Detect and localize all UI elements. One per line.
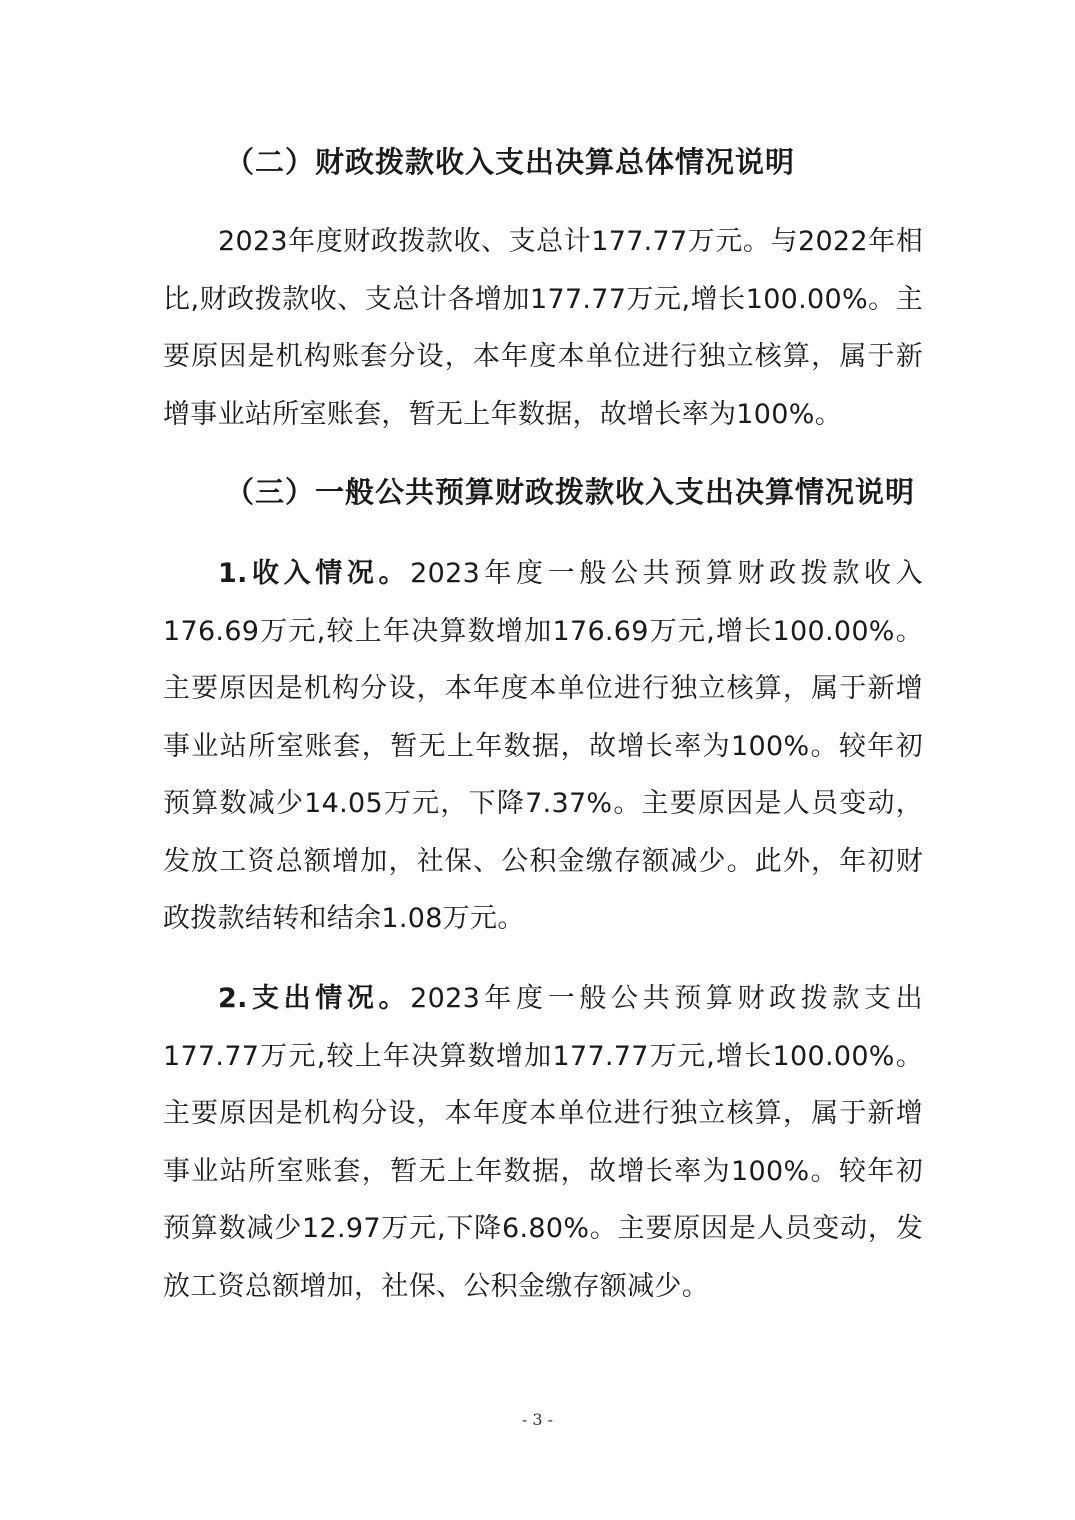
- section-2-heading: （二）财政拨款收入支出决算总体情况说明: [225, 145, 796, 179]
- income-body: 2023年度一般公共预算财政拨款收入176.69万元,较上年决算数增加176.69万元,增长100.00%。主要原因是机构分设，本年度本单位进行独立核算，属于新增事业站所室账套，暂无上年数据，故增长率为100%。较年初预算数减少14.05万元，下降7.37%。主要原因是人员变动，发放工资总额增加，社保、公积金缴存额减少。此外，年初财政拨款结转和结余1.08万元。: [163, 558, 923, 934]
- income-lead: 1.收入情况。: [218, 558, 411, 589]
- section-2-paragraph: 2023年度财政拨款收、支总计177.77万元。与2022年相比,财政拨款收、支总计各增加177.77万元,增长100.00%。主要原因是机构账套分设，本年度本单位进行独立核算，属于新增事业站所室账套，暂无上年数据，故增长率为100%。: [163, 226, 923, 430]
- section-3-heading: （三）一般公共预算财政拨款收入支出决算情况说明: [225, 475, 916, 509]
- expenditure-lead: 2.支出情况。: [218, 983, 411, 1014]
- page-number: - 3 -: [521, 1410, 554, 1429]
- income-paragraph: [163, 545, 923, 948]
- expenditure-paragraph: [163, 970, 923, 1315]
- expenditure-body: 2023年度一般公共预算财政拨款支出177.77万元,较上年决算数增加177.77万元,增长100.00%。主要原因是机构分设，本年度本单位进行独立核算，属于新增事业站所室账套，暂无上年数据，故增长率为100%。较年初预算数减少12.97万元,下降6.80%。主要原因是人员变动，发放工资总额增加，社保、公积金缴存额减少。: [163, 983, 923, 1302]
